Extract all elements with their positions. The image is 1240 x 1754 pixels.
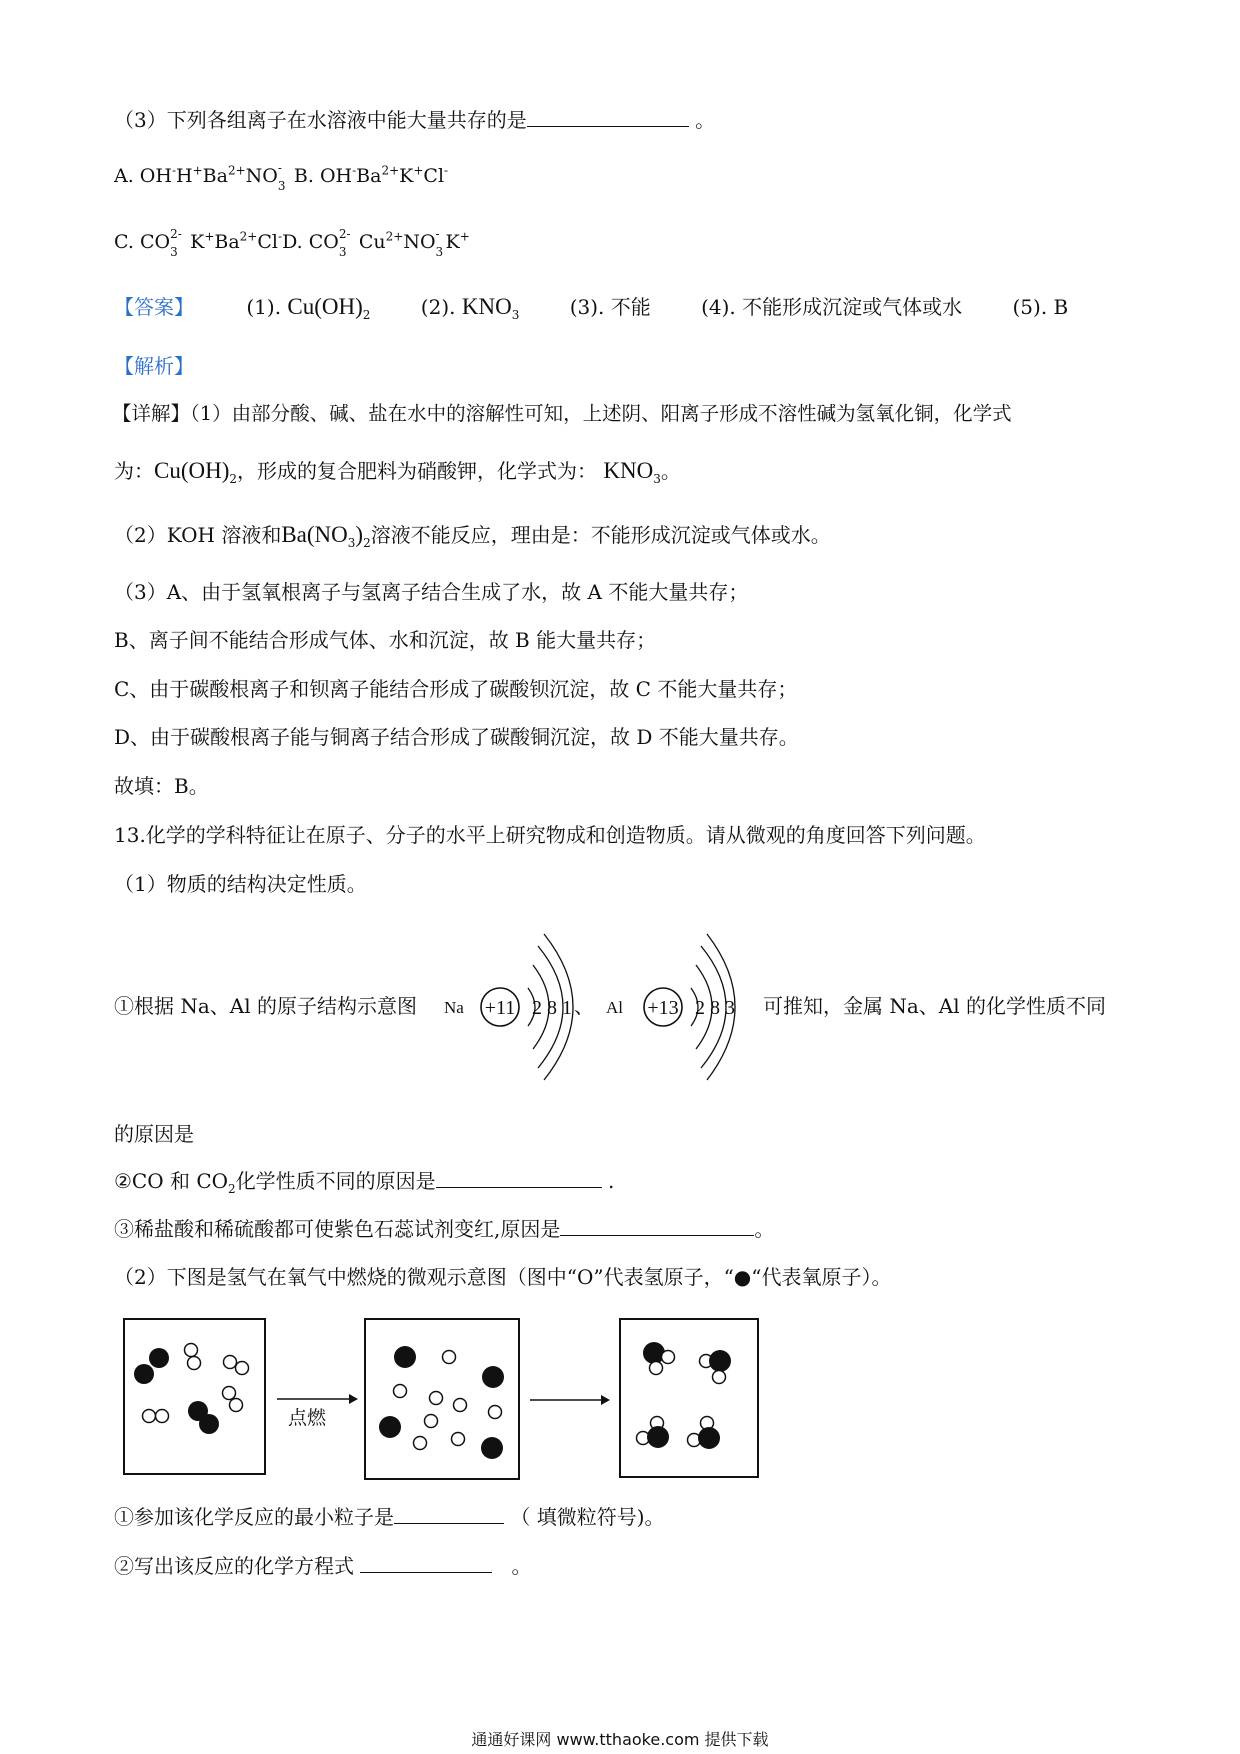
detail-2: （2）KOH 溶液和$Ba(NO_3)_2$溶液不能反应，理由是：不能形成沉淀或气体或水。 — [114, 522, 831, 550]
q13-part2: （2）下图是氢气在氧气中燃烧的微观示意图（图中“O”代表氢原子，“●“代表氧原子）。 — [114, 1265, 892, 1289]
fill-answer: 故填：B。 — [114, 774, 209, 798]
oxygen-atom — [394, 1346, 416, 1368]
oxygen-atom — [379, 1416, 401, 1438]
oxygen-atom — [481, 1437, 503, 1459]
oxygen-atom — [482, 1366, 504, 1388]
separator: 、 — [574, 994, 594, 1018]
na-symbol: Na — [444, 998, 464, 1017]
hydrogen-atom — [156, 1410, 169, 1423]
hydrogen-atom — [224, 1356, 237, 1369]
q13-s1-cont: 的原因是 — [114, 1122, 194, 1146]
hydrogen-atom — [230, 1399, 243, 1412]
oxygen-atom — [709, 1350, 731, 1372]
oxygen-atom — [698, 1427, 720, 1449]
detail-1a: 【详解】（1）由部分酸、碱、盐在水中的溶解性可知，上述阴、阳离子形成不溶性碱为氢氧化铜，化学式 — [112, 402, 1012, 425]
page-footer: 通通好课网 www.tthaoke.com 提供下载 — [471, 1730, 769, 1749]
hydrogen-atom — [662, 1351, 675, 1364]
al-nucleus: +13 — [647, 997, 679, 1019]
hydrogen-atom — [394, 1385, 407, 1398]
arrow-2-head — [601, 1395, 610, 1405]
oxygen-atom — [149, 1348, 169, 1368]
answer-tag: 【答案】 — [114, 295, 194, 319]
na-nucleus: +11 — [484, 997, 516, 1019]
hydrogen-atom — [188, 1357, 201, 1370]
q13-s1: ①根据 Na、Al 的原子结构示意图 — [114, 994, 417, 1018]
option-a-b: A. $OH^-H^+Ba^{2+}NO$ - 3 B. $OH^-Ba^{2+}K^+Cl^-$ — [114, 161, 449, 193]
reactant-box — [124, 1319, 265, 1474]
hydrogen-atom — [236, 1362, 249, 1375]
hydrogen-atom — [443, 1351, 456, 1364]
detail-3c: C、由于碳酸根离子和钡离子能结合形成了碳酸钡沉淀，故 C 不能大量共存； — [114, 677, 798, 701]
hydrogen-atom — [185, 1344, 198, 1357]
na-shells: 2 8 1 — [532, 997, 572, 1019]
answer-blank[interactable] — [527, 125, 689, 127]
oxygen-atom — [199, 1414, 219, 1434]
detail-3a: （3）A、由于氢氧根离子与氢离子结合生成了水，故 A 不能大量共存； — [114, 580, 749, 604]
detail-3d: D、由于碳酸根离子能与铜离子结合形成了碳酸铜沉淀，故 D 不能大量共存。 — [114, 725, 799, 749]
q13-q2: ②写出该反应的化学方程式 。 — [114, 1554, 532, 1578]
hydrogen-atom — [425, 1415, 438, 1428]
oxygen-atom — [134, 1364, 154, 1384]
product-box — [620, 1319, 758, 1477]
al-symbol: Al — [606, 998, 623, 1017]
oxygen-atom — [643, 1342, 665, 1364]
q13-s3: ③稀盐酸和稀硫酸都可使紫色石蕊试剂变红,原因是 。 — [114, 1217, 775, 1241]
q13-s2: ②CO 和 $CO_2$化学性质不同的原因是 . — [114, 1169, 615, 1196]
detail-3b: B、离子间不能结合形成气体、水和沉淀，故 B 能大量共存； — [114, 628, 657, 652]
q13-part1: （1）物质的结构决定性质。 — [114, 872, 367, 896]
answer-blank[interactable] — [394, 1522, 504, 1524]
hydrogen-atom — [454, 1399, 467, 1412]
answer-line: 【答案】 (1). $Cu(OH)_2$ (2). $KNO_3$ (3). 不能 (4). 不能形成沉淀或气体或水 (5). B — [114, 294, 1069, 322]
hydrogen-atom — [430, 1392, 443, 1405]
answer-blank[interactable] — [360, 1571, 492, 1573]
al-atom-diagram — [600, 930, 760, 1085]
q13-q1: ①参加该化学反应的最小粒子是 （ 填微粒符号)。 — [114, 1505, 665, 1529]
q13-s1-post: 可推知，金属 Na、Al 的化学性质不同 — [763, 994, 1106, 1018]
al-shells: 2 8 3 — [695, 997, 735, 1019]
hydrogen-atom — [143, 1410, 156, 1423]
hydrogen-atom — [414, 1437, 427, 1450]
answer-blank[interactable] — [560, 1234, 754, 1236]
arrow-label: 点燃 — [288, 1407, 327, 1429]
reaction-diagram — [120, 1315, 780, 1485]
hydrogen-atom — [650, 1362, 663, 1375]
q12-part3-prompt: （3）下列各组离子在水溶液中能大量共存的是 。 — [114, 108, 716, 132]
option-c-d: C. CO 2- 3 $K^+Ba^{2+}Cl^-D$. CO 2- 3 $Cu^{2+}NO$ - 3 K+ — [114, 227, 470, 259]
q13-title: 13.化学的学科特征让在原子、分子的水平上研究物成和创造物质。请从微观的角度回答下列问题。 — [114, 823, 986, 847]
hydrogen-atom — [452, 1433, 465, 1446]
hydrogen-atom — [489, 1406, 502, 1419]
analysis-tag: 【解析】 — [114, 354, 194, 378]
hydrogen-atom — [223, 1387, 236, 1400]
oxygen-atom — [647, 1426, 669, 1448]
arrow-1-head — [349, 1394, 358, 1404]
answer-blank[interactable] — [436, 1186, 602, 1188]
hydrogen-atom — [713, 1371, 726, 1384]
detail-1b: 为：$Cu(OH)_2$，形成的复合肥料为硝酸钾，化学式为： $KNO_3$。 — [114, 458, 681, 486]
